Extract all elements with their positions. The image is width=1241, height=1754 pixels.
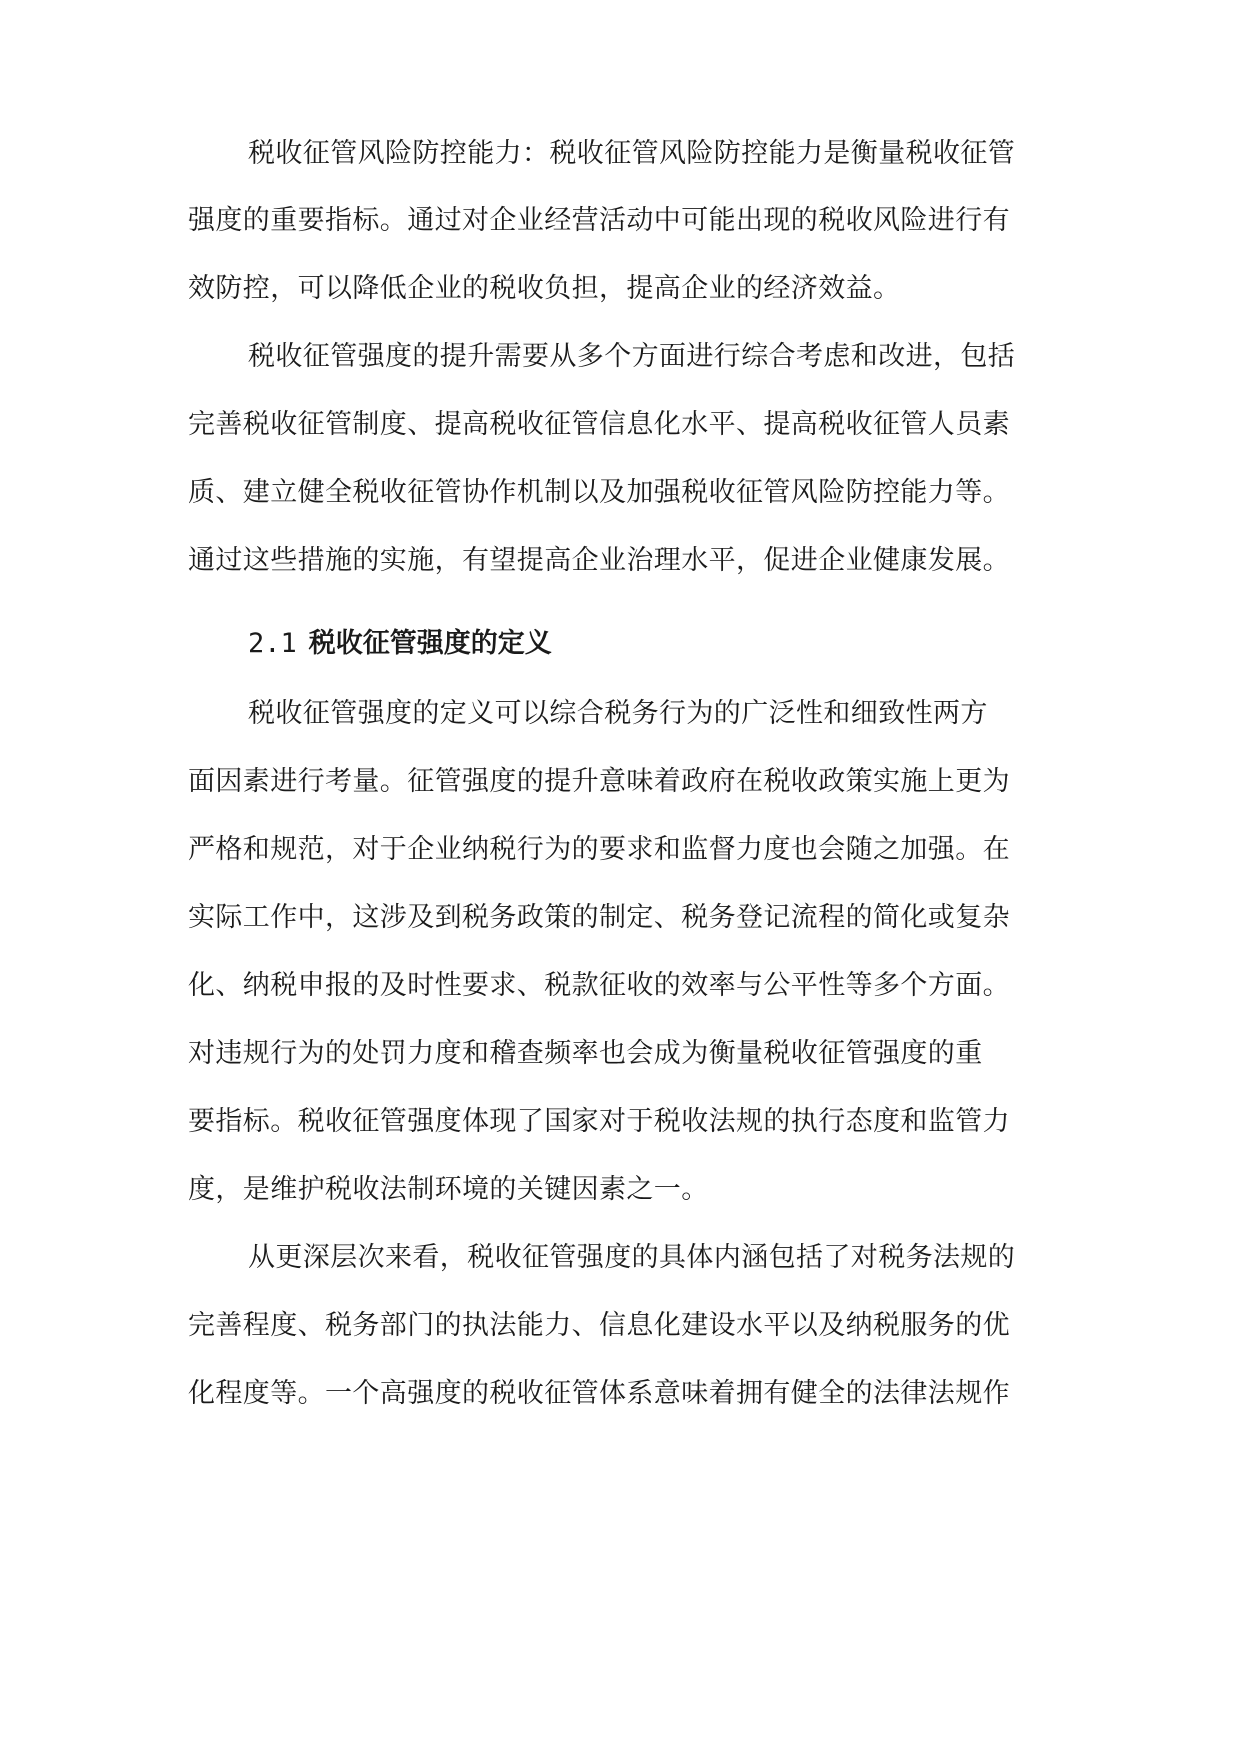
- paragraph-2-line-2: 完善税收征管制度、提高税收征管信息化水平、提高税收征管人员素: [188, 409, 1010, 440]
- paragraph-2-line-4: 通过这些措施的实施，有望提高企业治理水平，促进企业健康发展。: [188, 545, 1010, 576]
- paragraph-3-line-3: 严格和规范，对于企业纳税行为的要求和监督力度也会随之加强。在: [188, 834, 1010, 865]
- paragraph-1-line-2: 强度的重要指标。通过对企业经营活动中可能出现的税收风险进行有: [188, 205, 1010, 236]
- paragraph-2-line-1: 税收征管强度的提升需要从多个方面进行综合考虑和改进，包括: [248, 341, 1016, 372]
- paragraph-4-line-1: 从更深层次来看，税收征管强度的具体内涵包括了对税务法规的: [248, 1242, 1016, 1273]
- paragraph-4-line-3: 化程度等。一个高强度的税收征管体系意味着拥有健全的法律法规作: [188, 1378, 1010, 1409]
- section-heading: [248, 627, 552, 661]
- paragraph-1-line-3: 效防控，可以降低企业的税收负担，提高企业的经济效益。: [188, 273, 901, 304]
- paragraph-4-line-2: 完善程度、税务部门的执法能力、信息化建设水平以及纳税服务的优: [188, 1310, 1010, 1341]
- section-number: 2.1: [248, 628, 297, 659]
- paragraph-3-line-8: 度，是维护税收法制环境的关键因素之一。: [188, 1174, 709, 1205]
- paragraph-1-line-1: 税收征管风险防控能力：税收征管风险防控能力是衡量税收征管: [248, 138, 1016, 169]
- paragraph-3-line-2: 面因素进行考量。征管强度的提升意味着政府在税收政策实施上更为: [188, 766, 1010, 797]
- paragraph-2-line-3: 质、建立健全税收征管协作机制以及加强税收征管风险防控能力等。: [188, 477, 1010, 508]
- paragraph-3-line-1: 税收征管强度的定义可以综合税务行为的广泛性和细致性两方: [248, 698, 988, 729]
- paragraph-3-line-5: 化、纳税申报的及时性要求、税款征收的效率与公平性等多个方面。: [188, 970, 1010, 1001]
- section-title: 税收征管强度的定义: [308, 628, 552, 659]
- paragraph-3-line-7: 要指标。税收征管强度体现了国家对于税收法规的执行态度和监管力: [188, 1106, 1010, 1137]
- paragraph-3-line-6: 对违规行为的处罚力度和稽查频率也会成为衡量税收征管强度的重: [188, 1038, 983, 1069]
- paragraph-3-line-4: 实际工作中，这涉及到税务政策的制定、税务登记流程的简化或复杂: [188, 902, 1010, 933]
